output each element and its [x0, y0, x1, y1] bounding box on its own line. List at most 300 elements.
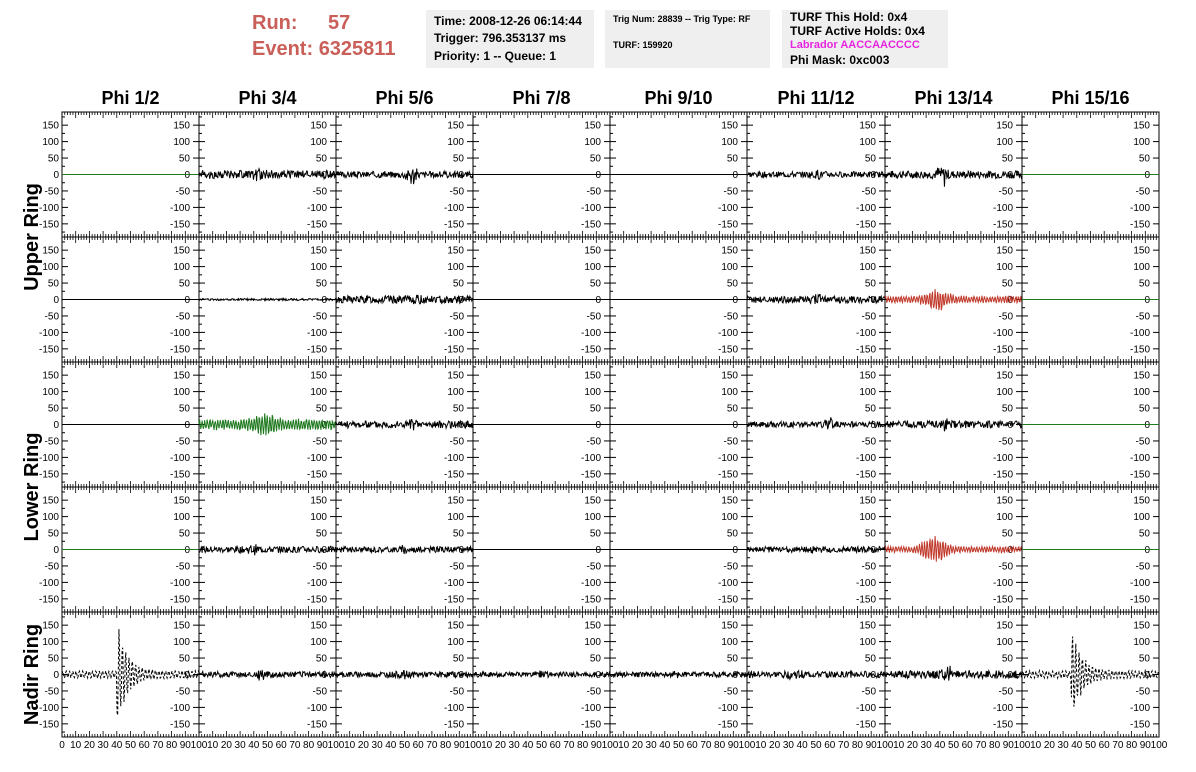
ytick-label-left-r2-c1-0: -150: [38, 344, 59, 356]
ytick-label-right-r2-c7-1: -100: [992, 327, 1013, 339]
ytick-label-right-r2-c8-6: 150: [1133, 245, 1150, 257]
waveform-trace-r1-c2: [199, 169, 336, 181]
ytick-label-right-r1-c1-1: -100: [169, 202, 190, 214]
ytick-label-right-r3-c3-0: -150: [443, 469, 464, 481]
waveform-trace-r4-c2: [199, 544, 336, 555]
ytick-label-right-r5-c6-3: 0: [870, 670, 876, 681]
ytick-label-right-r5-c2-3: 0: [321, 670, 327, 681]
ytick-label-right-r5-c3-5: 100: [447, 637, 464, 649]
ytick-label-right-r5-c4-5: 100: [584, 637, 601, 649]
ytick-label-right-r2-c1-4: 50: [178, 278, 190, 290]
ring-label-3: Nadir Ring: [21, 623, 43, 726]
ytick-label-right-r3-c6-3: 0: [870, 420, 876, 431]
ytick-label-right-r2-c6-6: 150: [859, 245, 876, 257]
ytick-label-right-r1-c4-5: 100: [584, 137, 601, 149]
ytick-label-right-r3-c4-3: 0: [595, 420, 601, 431]
ytick-label-right-r3-c1-2: -50: [175, 436, 190, 448]
column-header-5: Phi 9/10: [644, 88, 713, 108]
ytick-label-right-r4-c1-6: 150: [173, 495, 190, 507]
ytick-label-right-r4-c5-2: -50: [723, 561, 738, 573]
ytick-label-right-r3-c8-5: 100: [1133, 387, 1150, 399]
ytick-label-left-r5-c1-2: -50: [44, 686, 59, 698]
ytick-label-right-r2-c2-2: -50: [312, 311, 327, 323]
ytick-label-left-r3-c1-1: -100: [38, 452, 59, 464]
waveform-trace-r1-c6: [747, 170, 885, 180]
ytick-label-right-r1-c3-2: -50: [449, 186, 464, 198]
ytick-label-right-r4-c4-2: -50: [586, 561, 601, 573]
time-text: Time: 2008-12-26 06:14:44: [434, 14, 582, 28]
ytick-label-right-r5-c4-2: -50: [586, 686, 601, 698]
trig-num-text: Trig Num: 28839 -- Trig Type: RF: [613, 14, 751, 24]
ytick-label-right-r2-c3-5: 100: [447, 262, 464, 274]
ytick-label-right-r5-c3-1: -100: [443, 702, 464, 714]
priority-text: Priority: 1 -- Queue: 1: [434, 49, 557, 63]
ytick-label-right-r1-c6-2: -50: [861, 186, 876, 198]
ytick-label-right-r3-c1-0: -150: [169, 469, 190, 481]
column-header-6: Phi 11/12: [777, 88, 855, 108]
ytick-label-right-r3-c7-3: 0: [1007, 420, 1013, 431]
ytick-label-right-r5-c4-6: 150: [584, 620, 601, 632]
ytick-label-right-r4-c8-6: 150: [1133, 495, 1150, 507]
ytick-label-right-r3-c4-0: -150: [580, 469, 601, 481]
ytick-label-right-r1-c6-6: 150: [859, 120, 876, 132]
ytick-label-right-r1-c5-0: -150: [717, 219, 738, 231]
ytick-label-right-r1-c8-4: 50: [1138, 153, 1150, 165]
waveform-trace-r5-c2: [199, 670, 336, 681]
ytick-label-right-r5-c5-1: -100: [717, 702, 738, 714]
ytick-label-left-r1-c1-4: 50: [47, 153, 59, 165]
ytick-label-right-r3-c3-4: 50: [452, 403, 464, 415]
ytick-label-right-r1-c7-1: -100: [992, 202, 1013, 214]
ytick-label-right-r1-c6-3: 0: [870, 170, 876, 181]
ytick-label-right-r3-c1-6: 150: [173, 370, 190, 382]
ytick-label-right-r2-c2-5: 100: [310, 262, 327, 274]
ytick-label-right-r4-c3-2: -50: [449, 561, 464, 573]
ytick-label-right-r4-c8-4: 50: [1138, 528, 1150, 540]
ytick-label-left-r4-c1-6: 150: [42, 495, 59, 507]
ytick-label-right-r3-c8-3: 0: [1144, 420, 1150, 431]
waveform-trace-r5-c5: [610, 671, 747, 678]
ytick-label-right-r2-c3-6: 150: [447, 245, 464, 257]
ytick-label-right-r5-c1-0: -150: [169, 719, 190, 731]
ytick-label-left-r3-c1-6: 150: [42, 370, 59, 382]
ytick-label-right-r1-c3-4: 50: [452, 153, 464, 165]
ytick-label-right-r1-c1-5: 100: [173, 137, 190, 149]
ytick-label-right-r1-c4-4: 50: [589, 153, 601, 165]
event-value: 6325811: [318, 38, 396, 60]
ytick-label-right-r2-c4-5: 100: [584, 262, 601, 274]
ytick-label-right-r4-c6-2: -50: [861, 561, 876, 573]
ytick-label-left-r4-c1-1: -100: [38, 577, 59, 589]
ytick-label-right-r1-c2-1: -100: [306, 202, 327, 214]
ytick-label-left-r3-c1-0: -150: [38, 469, 59, 481]
waveform-trace-r4-c7: [885, 536, 1022, 562]
ytick-label-right-r4-c1-2: -50: [175, 561, 190, 573]
ytick-label-right-r4-c3-4: 50: [452, 528, 464, 540]
ytick-label-right-r1-c2-2: -50: [312, 186, 327, 198]
ytick-label-right-r1-c4-6: 150: [584, 120, 601, 132]
ytick-label-right-r3-c1-1: -100: [169, 452, 190, 464]
event-label: Event:: [252, 38, 314, 60]
ytick-label-right-r5-c3-6: 150: [447, 620, 464, 632]
ytick-label-right-r2-c3-2: -50: [449, 311, 464, 323]
ytick-label-right-r3-c7-0: -150: [992, 469, 1013, 481]
ytick-label-right-r4-c1-5: 100: [173, 512, 190, 524]
ytick-label-right-r3-c1-4: 50: [178, 403, 190, 415]
ytick-label-right-r1-c6-4: 50: [864, 153, 876, 165]
ytick-label-left-r2-c1-6: 150: [42, 245, 59, 257]
ytick-label-right-r2-c7-5: 100: [996, 262, 1013, 274]
ytick-label-right-r5-c5-5: 100: [721, 637, 738, 649]
ytick-label-right-r1-c4-0: -150: [580, 219, 601, 231]
ytick-label-right-r2-c2-0: -150: [306, 344, 327, 356]
ytick-label-left-r5-c1-6: 150: [42, 620, 59, 632]
ytick-label-right-r4-c7-4: 50: [1001, 528, 1013, 540]
ytick-label-right-r2-c1-5: 100: [173, 262, 190, 274]
ytick-label-right-r4-c3-6: 150: [447, 495, 464, 507]
ytick-label-right-r4-c7-3: 0: [1007, 545, 1013, 556]
ytick-label-right-r2-c4-6: 150: [584, 245, 601, 257]
ytick-label-right-r1-c8-5: 100: [1133, 137, 1150, 149]
ytick-label-right-r3-c2-3: 0: [321, 420, 327, 431]
ytick-label-right-r1-c8-2: -50: [1135, 186, 1150, 198]
ytick-label-right-r4-c1-0: -150: [169, 594, 190, 606]
ytick-label-right-r2-c4-0: -150: [580, 344, 601, 356]
ytick-label-right-r2-c2-3: 0: [321, 295, 327, 306]
ytick-label-right-r5-c2-6: 150: [310, 620, 327, 632]
ytick-label-right-r3-c7-4: 50: [1001, 403, 1013, 415]
ytick-label-right-r4-c2-0: -150: [306, 594, 327, 606]
ytick-label-right-r2-c6-3: 0: [870, 295, 876, 306]
ytick-label-left-r4-c1-0: -150: [38, 594, 59, 606]
ytick-label-right-r1-c6-5: 100: [859, 137, 876, 149]
ytick-label-left-r2-c1-4: 50: [47, 278, 59, 290]
waveform-trace-r5-c4: [473, 671, 610, 678]
ytick-label-right-r5-c2-0: -150: [306, 719, 327, 731]
ytick-label-right-r4-c5-1: -100: [717, 577, 738, 589]
trigger-text: Trigger: 796.353137 ms: [434, 31, 567, 45]
ytick-label-right-r2-c7-4: 50: [1001, 278, 1013, 290]
ytick-label-right-r4-c4-5: 100: [584, 512, 601, 524]
ring-label-2: Lower Ring: [21, 432, 43, 542]
turf-text: TURF: 159920: [613, 40, 673, 50]
ytick-label-right-r4-c4-6: 150: [584, 495, 601, 507]
waveform-trace-r4-c3: [336, 545, 473, 554]
ytick-label-right-r1-c3-5: 100: [447, 137, 464, 149]
waveform-trace-r2-c2: [199, 299, 336, 301]
ytick-label-left-r1-c1-2: -50: [44, 186, 59, 198]
ytick-label-right-r3-c8-2: -50: [1135, 436, 1150, 448]
ytick-label-right-r3-c3-3: 0: [458, 420, 464, 431]
ytick-label-right-r3-c8-0: -150: [1129, 469, 1150, 481]
column-header-3: Phi 5/6: [375, 88, 434, 108]
ytick-label-right-r2-c6-2: -50: [861, 311, 876, 323]
ytick-label-right-r2-c3-1: -100: [443, 327, 464, 339]
ytick-label-right-r3-c2-0: -150: [306, 469, 327, 481]
ytick-label-right-r1-c7-3: 0: [1007, 170, 1013, 181]
ytick-label-right-r4-c7-6: 150: [996, 495, 1013, 507]
ytick-label-right-r1-c7-5: 100: [996, 137, 1013, 149]
ytick-label-right-r5-c5-0: -150: [717, 719, 738, 731]
ytick-label-right-r3-c8-1: -100: [1129, 452, 1150, 464]
ytick-label-right-r4-c6-6: 150: [859, 495, 876, 507]
ytick-label-right-r2-c5-2: -50: [723, 311, 738, 323]
ytick-label-right-r1-c5-4: 50: [726, 153, 738, 165]
ytick-label-right-r1-c2-6: 150: [310, 120, 327, 132]
ytick-label-right-r5-c3-2: -50: [449, 686, 464, 698]
ytick-label-right-r2-c2-1: -100: [306, 327, 327, 339]
ytick-label-left-r5-c1-5: 100: [42, 637, 59, 649]
ytick-label-right-r2-c6-1: -100: [855, 327, 876, 339]
ytick-label-right-r4-c4-0: -150: [580, 594, 601, 606]
ytick-label-right-r1-c4-3: 0: [595, 170, 601, 181]
ytick-label-left-r4-c1-3: 0: [53, 545, 59, 556]
ytick-label-right-r2-c8-1: -100: [1129, 327, 1150, 339]
ytick-label-right-r5-c1-2: -50: [175, 686, 190, 698]
ytick-label-right-r2-c3-0: -150: [443, 344, 464, 356]
ytick-label-right-r5-c6-1: -100: [855, 702, 876, 714]
ytick-label-right-r5-c2-2: -50: [312, 686, 327, 698]
ytick-label-left-r3-c1-2: -50: [44, 436, 59, 448]
ytick-label-right-r2-c3-4: 50: [452, 278, 464, 290]
ytick-label-right-r5-c2-5: 100: [310, 637, 327, 649]
ytick-label-right-r5-c4-1: -100: [580, 702, 601, 714]
ytick-label-right-r5-c3-4: 50: [452, 653, 464, 665]
ytick-label-right-r1-c8-0: -150: [1129, 219, 1150, 231]
ytick-label-right-r2-c8-2: -50: [1135, 311, 1150, 323]
ytick-label-right-r1-c8-6: 150: [1133, 120, 1150, 132]
ytick-label-right-r2-c7-0: -150: [992, 344, 1013, 356]
ytick-label-right-r5-c1-4: 50: [178, 653, 190, 665]
ytick-label-right-r3-c5-4: 50: [726, 403, 738, 415]
turf-active-holds-text: TURF Active Holds: 0x4: [790, 24, 925, 38]
ytick-label-right-r1-c3-3: 0: [458, 170, 464, 181]
column-header-1: Phi 1/2: [101, 88, 160, 108]
ring-label-1: Upper Ring: [21, 183, 43, 291]
ytick-label-right-r3-c5-0: -150: [717, 469, 738, 481]
ytick-label-right-r3-c4-1: -100: [580, 452, 601, 464]
ytick-label-right-r3-c6-4: 50: [864, 403, 876, 415]
ytick-label-left-r5-c1-1: -100: [38, 702, 59, 714]
ytick-label-right-r2-c4-2: -50: [586, 311, 601, 323]
ytick-label-right-r4-c8-1: -100: [1129, 577, 1150, 589]
ytick-label-right-r5-c2-1: -100: [306, 702, 327, 714]
ytick-label-right-r1-c5-6: 150: [721, 120, 738, 132]
labrador-text: Labrador AACCAACCCC: [790, 39, 920, 51]
ytick-label-left-r4-c1-4: 50: [47, 528, 59, 540]
ytick-label-right-r3-c8-6: 150: [1133, 370, 1150, 382]
ytick-label-right-r3-c3-5: 100: [447, 387, 464, 399]
ytick-label-left-r5-c1-3: 0: [53, 670, 59, 681]
ytick-label-right-r1-c7-0: -150: [992, 219, 1013, 231]
ytick-label-right-r3-c7-5: 100: [996, 387, 1013, 399]
ytick-label-right-r4-c3-5: 100: [447, 512, 464, 524]
column-header-4: Phi 7/8: [512, 88, 571, 108]
ytick-label-right-r5-c1-3: 0: [184, 670, 190, 681]
ytick-label-right-r3-c8-4: 50: [1138, 403, 1150, 415]
ytick-label-right-r3-c2-5: 100: [310, 387, 327, 399]
ytick-label-right-r4-c1-4: 50: [178, 528, 190, 540]
ytick-label-right-r3-c5-1: -100: [717, 452, 738, 464]
run-label: Run:: [252, 12, 298, 34]
ytick-label-right-r5-c4-0: -150: [580, 719, 601, 731]
column-header-8: Phi 15/16: [1051, 88, 1130, 108]
ytick-label-right-r4-c3-1: -100: [443, 577, 464, 589]
ytick-label-left-r5-c1-4: 50: [47, 653, 59, 665]
ytick-label-right-r2-c1-3: 0: [184, 295, 190, 306]
ytick-label-right-r4-c3-0: -150: [443, 594, 464, 606]
ytick-label-left-r2-c1-1: -100: [38, 327, 59, 339]
ytick-label-right-r4-c5-0: -150: [717, 594, 738, 606]
ytick-label-right-r4-c1-3: 0: [184, 545, 190, 556]
column-header-7: Phi 13/14: [914, 88, 993, 108]
ytick-label-right-r3-c1-3: 0: [184, 420, 190, 431]
ytick-label-right-r1-c6-1: -100: [855, 202, 876, 214]
ytick-label-right-r5-c2-4: 50: [315, 653, 327, 665]
waveform-trace-r3-c2: [199, 413, 336, 435]
ytick-label-right-r1-c2-0: -150: [306, 219, 327, 231]
ytick-label-right-r2-c2-4: 50: [315, 278, 327, 290]
ytick-label-right-r3-c7-6: 150: [996, 370, 1013, 382]
ytick-label-left-r1-c1-5: 100: [42, 137, 59, 149]
ytick-label-right-r4-c8-3: 0: [1144, 545, 1150, 556]
waveform-trace-r3-c6: [747, 417, 885, 429]
ytick-label-right-r2-c8-0: -150: [1129, 344, 1150, 356]
ytick-label-right-r4-c2-2: -50: [312, 561, 327, 573]
waveform-trace-r2-c6: [747, 294, 885, 304]
ytick-label-right-r4-c7-5: 100: [996, 512, 1013, 524]
waveform-trace-r2-c3: [336, 295, 473, 304]
ytick-label-right-r1-c8-1: -100: [1129, 202, 1150, 214]
ytick-label-left-r2-c1-3: 0: [53, 295, 59, 306]
ytick-label-right-r3-c2-2: -50: [312, 436, 327, 448]
turf-this-hold-text: TURF This Hold: 0x4: [790, 10, 908, 24]
ytick-label-right-r4-c3-3: 0: [458, 545, 464, 556]
ytick-label-right-r3-c7-2: -50: [998, 436, 1013, 448]
ytick-label-right-r4-c7-0: -150: [992, 594, 1013, 606]
ytick-label-right-r1-c5-1: -100: [717, 202, 738, 214]
ytick-label-left-r2-c1-5: 100: [42, 262, 59, 274]
ytick-label-right-r4-c4-3: 0: [595, 545, 601, 556]
ytick-label-right-r3-c6-0: -150: [855, 469, 876, 481]
ytick-label-right-r1-c6-0: -150: [855, 219, 876, 231]
ytick-label-right-r2-c7-3: 0: [1007, 295, 1013, 306]
column-header-2: Phi 3/4: [238, 88, 297, 108]
ytick-label-right-r4-c1-1: -100: [169, 577, 190, 589]
ytick-label-right-r4-c5-5: 100: [721, 512, 738, 524]
ytick-label-right-r1-c1-6: 150: [173, 120, 190, 132]
waveform-trace-r1-c3: [336, 169, 473, 185]
ytick-label-right-r4-c8-5: 100: [1133, 512, 1150, 524]
ytick-label-right-r3-c2-4: 50: [315, 403, 327, 415]
waveform-trace-r3-c7: [885, 418, 1022, 431]
ytick-label-right-r2-c8-4: 50: [1138, 278, 1150, 290]
ytick-label-right-r5-c5-2: -50: [723, 686, 738, 698]
ytick-label-left-r4-c1-5: 100: [42, 512, 59, 524]
ytick-label-right-r1-c7-2: -50: [998, 186, 1013, 198]
ytick-label-right-r2-c7-2: -50: [998, 311, 1013, 323]
ytick-label-right-r2-c6-0: -150: [855, 344, 876, 356]
ytick-label-right-r2-c4-3: 0: [595, 295, 601, 306]
ytick-label-right-r5-c3-3: 0: [458, 670, 464, 681]
ytick-label-right-r3-c2-1: -100: [306, 452, 327, 464]
ytick-label-right-r5-c5-3: 0: [732, 670, 738, 681]
ytick-label-right-r1-c3-6: 150: [447, 120, 464, 132]
ytick-label-right-r4-c8-2: -50: [1135, 561, 1150, 573]
ytick-label-right-r3-c4-6: 150: [584, 370, 601, 382]
ytick-label-right-r5-c6-0: -150: [855, 719, 876, 731]
ytick-label-right-r1-c4-2: -50: [586, 186, 601, 198]
ytick-label-right-r4-c2-1: -100: [306, 577, 327, 589]
ytick-label-right-r1-c1-0: -150: [169, 219, 190, 231]
phi-mask-text: Phi Mask: 0xc003: [790, 53, 890, 67]
ytick-label-right-r4-c2-5: 100: [310, 512, 327, 524]
ytick-label-right-r1-c3-1: -100: [443, 202, 464, 214]
ytick-label-right-r3-c5-2: -50: [723, 436, 738, 448]
ytick-label-right-r4-c6-0: -150: [855, 594, 876, 606]
ytick-label-right-r1-c8-3: 0: [1144, 170, 1150, 181]
waveform-trace-r5-c3: [336, 671, 473, 680]
ytick-label-right-r2-c5-1: -100: [717, 327, 738, 339]
ytick-label-right-r1-c7-6: 150: [996, 120, 1013, 132]
ytick-label-right-r1-c4-1: -100: [580, 202, 601, 214]
ytick-label-right-r2-c5-5: 100: [721, 262, 738, 274]
waveform-trace-r2-c7: [885, 289, 1022, 310]
ytick-label-right-r4-c6-3: 0: [870, 545, 876, 556]
ytick-label-right-r3-c7-1: -100: [992, 452, 1013, 464]
ytick-label-right-r4-c7-2: -50: [998, 561, 1013, 573]
ytick-label-right-r5-c1-6: 150: [173, 620, 190, 632]
ytick-label-right-r3-c4-4: 50: [589, 403, 601, 415]
ytick-label-left-r1-c1-1: -100: [38, 202, 59, 214]
run-value: 57: [328, 12, 351, 34]
waveform-trace-r4-c6: [747, 546, 885, 553]
ytick-label-right-r4-c2-3: 0: [321, 545, 327, 556]
ytick-label-right-r5-c1-5: 100: [173, 637, 190, 649]
ytick-label-right-r2-c4-1: -100: [580, 327, 601, 339]
ytick-label-right-r1-c7-4: 50: [1001, 153, 1013, 165]
ytick-label-left-r3-c1-4: 50: [47, 403, 59, 415]
ytick-label-right-r4-c4-4: 50: [589, 528, 601, 540]
ytick-label-right-r4-c5-3: 0: [732, 545, 738, 556]
ytick-label-right-r4-c8-0: -150: [1129, 594, 1150, 606]
ytick-label-right-r4-c2-4: 50: [315, 528, 327, 540]
ytick-label-right-r1-c1-2: -50: [175, 186, 190, 198]
ytick-label-right-r1-c1-3: 0: [184, 170, 190, 181]
ytick-label-right-r2-c2-6: 150: [310, 245, 327, 257]
ytick-label-left-r3-c1-5: 100: [42, 387, 59, 399]
ytick-label-right-r5-c4-3: 0: [595, 670, 601, 681]
ytick-label-right-r4-c5-4: 50: [726, 528, 738, 540]
ytick-label-right-r3-c6-1: -100: [855, 452, 876, 464]
ytick-label-left-r3-c1-3: 0: [53, 420, 59, 431]
ytick-label-left-r1-c1-3: 0: [53, 170, 59, 181]
ytick-label-right-r2-c5-4: 50: [726, 278, 738, 290]
ytick-label-right-r5-c1-1: -100: [169, 702, 190, 714]
ytick-label-right-r3-c5-5: 100: [721, 387, 738, 399]
ytick-label-right-r1-c5-2: -50: [723, 186, 738, 198]
ytick-label-right-r3-c6-5: 100: [859, 387, 876, 399]
ytick-label-right-r4-c6-4: 50: [864, 528, 876, 540]
ytick-label-right-r5-c5-4: 50: [726, 653, 738, 665]
ytick-label-right-r5-c6-2: -50: [861, 686, 876, 698]
ytick-label-right-r1-c2-4: 50: [315, 153, 327, 165]
ytick-label-right-r1-c2-5: 100: [310, 137, 327, 149]
ytick-label-right-r2-c1-6: 150: [173, 245, 190, 257]
ytick-label-right-r3-c4-5: 100: [584, 387, 601, 399]
ytick-label-right-r2-c1-2: -50: [175, 311, 190, 323]
ytick-label-right-r2-c5-6: 150: [721, 245, 738, 257]
